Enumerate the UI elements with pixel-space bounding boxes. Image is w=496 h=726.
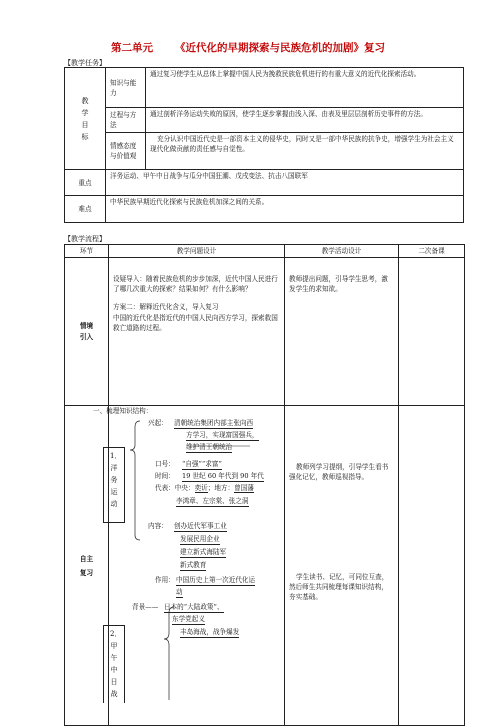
intro-definition: 中国的近代化是指近代的中国人民向西方学习，探索救国救亡道路的过程。 — [113, 314, 278, 332]
flow-header-stage: 环节 — [65, 245, 109, 258]
db-zeng: 曾国藩 — [234, 484, 254, 492]
zy-label: 作用： — [155, 576, 175, 584]
nr-item4: 新式教育 — [180, 561, 207, 569]
brace-yangwu — [130, 421, 140, 540]
xq-line2: 方学习，实现富国强兵， — [186, 431, 259, 439]
bj-line1: 日本的“大陆政策”、 — [164, 603, 224, 611]
structure-heading: 一、梳理知识结构： — [93, 407, 153, 415]
stage-self-review: 自主复习 — [65, 406, 109, 726]
box-jiawu: 2．甲午中日战 — [103, 625, 125, 703]
nr-label: 内容： — [148, 522, 168, 530]
intro-activity: 教师提出问题，引导学生思考，激发学生的求知欲。 — [285, 258, 399, 406]
process-label: 过程与方法 — [106, 108, 146, 133]
stage-intro: 情境引入 — [65, 258, 109, 406]
box-yangwu: 1．洋务运动 — [103, 447, 125, 523]
difficulty-text: 中华民族早期近代化探索与民族危机加深之间的关系。 — [106, 196, 464, 223]
emotion-label: 情感态度与价值观 — [106, 133, 146, 170]
fd-line: 丰岛海战，战争爆发 — [180, 628, 240, 636]
nr-item3: 建立新式海陆军 — [180, 548, 227, 556]
review-activity-teacher: 教师列学习提纲，引导学生看书强化记忆，教师巡视指导。 — [289, 463, 389, 481]
db-central: 中央： — [174, 484, 195, 492]
difficulty-label: 难点 — [65, 196, 106, 223]
title-topic: 《近代化的早期探索与民族危机的加剧》复习 — [175, 42, 385, 54]
knowledge-label: 知识与能力 — [106, 68, 146, 108]
sj-label: 时间： — [155, 472, 175, 480]
zy-line2: 动 — [176, 588, 183, 596]
kh-label: 口号： — [155, 460, 175, 468]
zy-line1: 中国历史上第一次近代化运 — [176, 576, 256, 584]
xq-label: 兴起： — [148, 419, 168, 427]
nr-item1: 创办近代军事工业 — [174, 522, 227, 530]
emotion-text: 充分认识中国近代史是一部资本主义的侵华史，同时又是一部中华民族的抗争史，增强学生为社会主义现代化做贡献的责任感与自觉性。 — [146, 133, 464, 170]
bj-label: 背景—— — [132, 603, 159, 611]
flow-header-activity: 教学活动设计 — [285, 245, 399, 258]
key-text: 洋务运动、甲午中日战争与瓜分中国狂潮、戊戌变法、抗击八国联军 — [106, 170, 464, 196]
process-text: 通过剖析洋务运动失败的原因，使学生逐步掌握由浅入深、由表及里层层剖析历史事件的方法。 — [146, 108, 464, 133]
xq-line1: 清朝统治集团内部主张向西 — [174, 419, 254, 427]
knowledge-text: 通过复习使学生从总体上掌握中国人民为挽救民族危机进行的有重大意义的近代化探索活动。 — [146, 68, 464, 108]
db-yixin: 奕䜣 — [194, 484, 208, 492]
kh-value: “自强”“求富” — [182, 460, 222, 468]
xq-line3: 维护清王朝统治 — [186, 443, 233, 451]
intro-question: 设疑导入：随着民族危机的步步加深，近代中国人民进行了哪几次重大的探索？结果如何？有什么影响？ — [113, 275, 278, 293]
flow-header-design: 教学问题设计 — [109, 245, 285, 258]
review-activity-students: 学生读书、记忆，可同位互查，然后师生共同梳理每课知识结构，夯实基础。 — [289, 573, 389, 601]
bj-line2: 东学党起义 — [172, 615, 205, 623]
db-local: ；地方： — [207, 484, 235, 492]
db-label — [155, 483, 254, 493]
title-unit: 第二单元 — [111, 42, 153, 54]
db-line2: 李鸿章、左宗棠、张之洞 — [176, 497, 249, 505]
key-label: 重点 — [65, 170, 106, 196]
intro-plan2: 方案二：解释近代化含义，导入复习 — [113, 303, 219, 311]
flow-header-revision: 二次备课 — [399, 245, 465, 258]
sj-value: 19 世纪 60 年代到 90 年代 — [182, 472, 264, 480]
nr-item2: 发展民用企业 — [180, 535, 220, 543]
objectives-label: 教学目标 — [65, 68, 106, 170]
task-section-header: 【教学任务】 — [64, 59, 106, 67]
flow-section-header: 【教学流程】 — [64, 235, 106, 243]
db-label-text: 代表： — [155, 484, 175, 492]
